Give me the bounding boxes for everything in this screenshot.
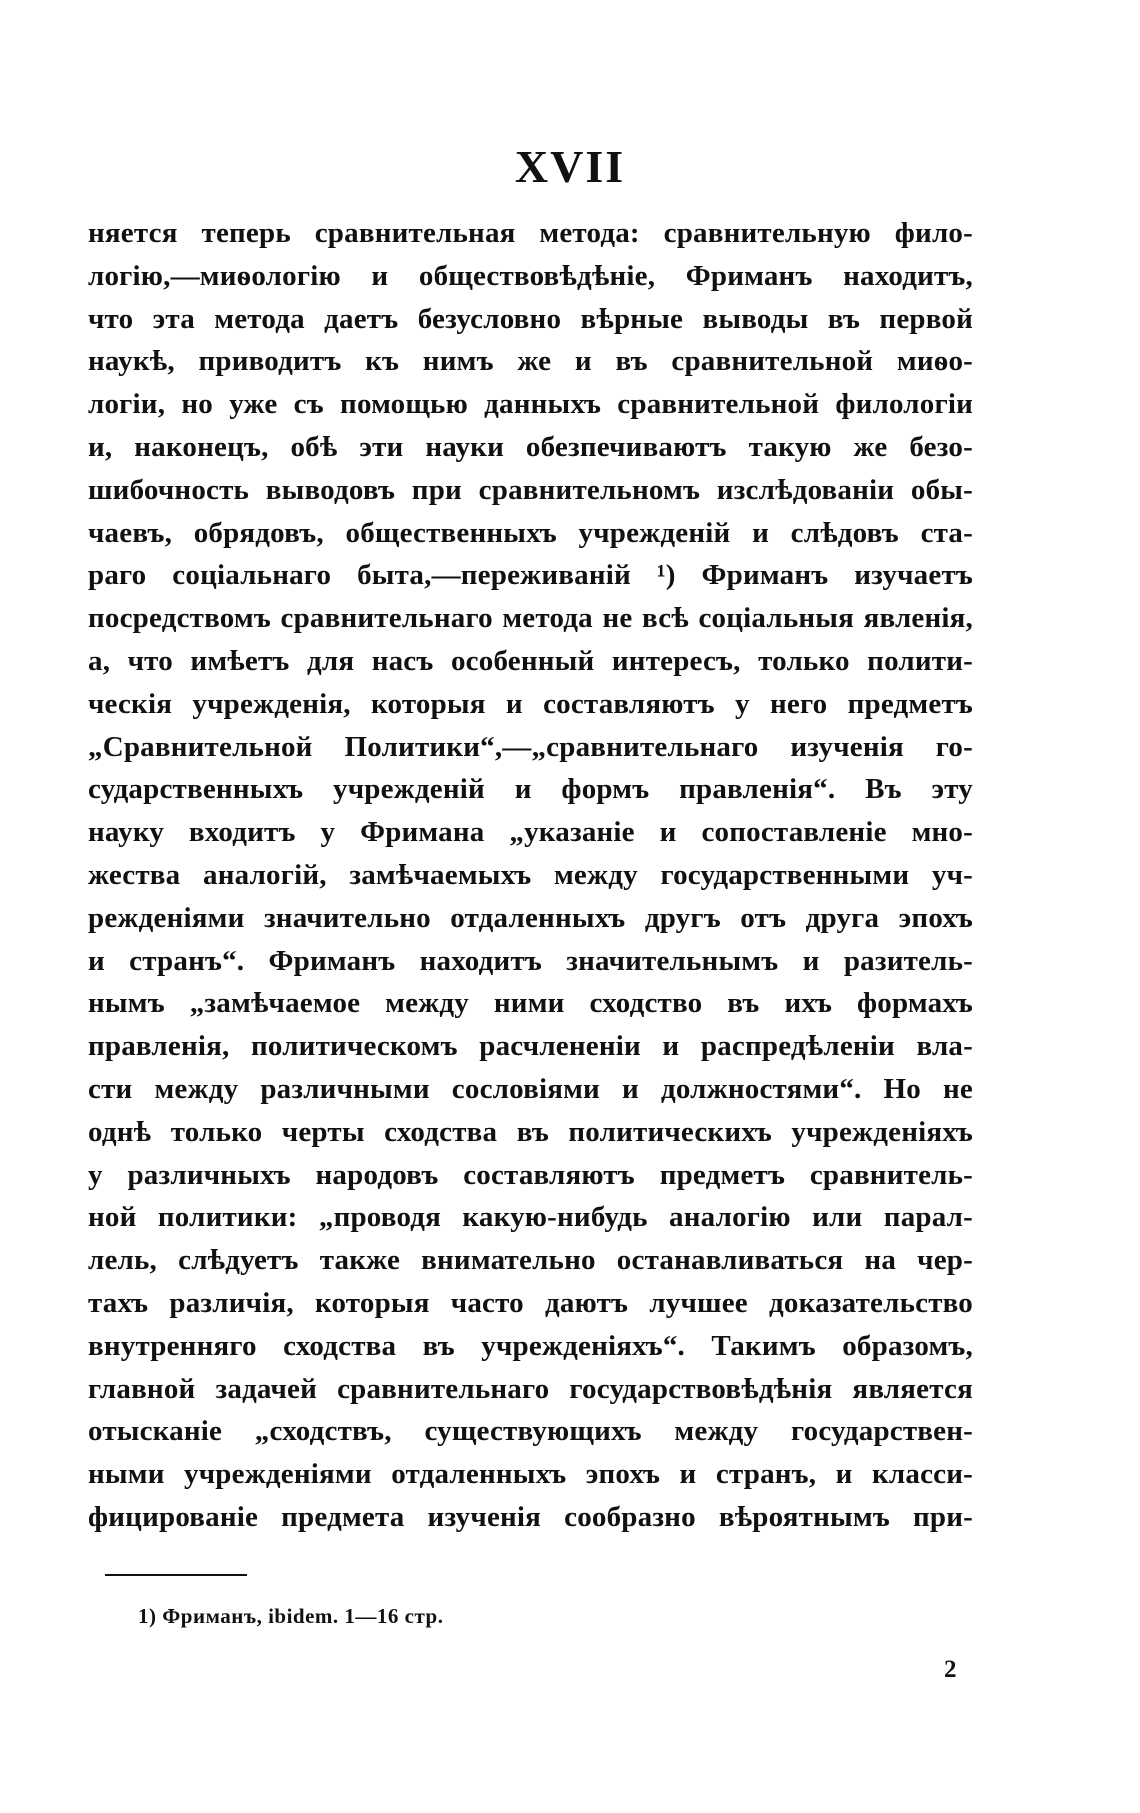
text-line: тахъ различія, которыя часто даютъ лучшее доказательство [88,1286,973,1319]
text-line: науку входитъ у Фримана „указаніе и сопоставленіе мно- [88,816,973,849]
text-line: отысканіе „сходствъ, существующихъ между государствен- [88,1415,973,1448]
text-line: режденіями значительно отдаленныхъ другъ отъ друга эпохъ [88,901,973,934]
text-line: логіи, но уже съ помощью данныхъ сравнительной филологіи [88,388,973,421]
text-line: главной задачей сравнительнаго государствовѣдѣнія является [88,1372,973,1405]
text-line: нымъ „замѣчаемое между ними сходство въ ихъ формахъ [88,987,973,1020]
signature-mark: 2 [944,1656,957,1683]
text-line: логію,—миѳологію и обществовѣдѣніе, Фриманъ находитъ, [88,259,973,292]
text-line: лель, слѣдуетъ также внимательно останавливаться на чер- [88,1244,973,1277]
page-folio-roman: XVII [514,141,626,192]
text-line: раго соціальнаго быта,—переживаній ¹) Фриманъ изучаетъ [88,559,973,592]
text-line: ными учрежденіями отдаленныхъ эпохъ и странъ, и класси- [88,1458,973,1491]
text-line: и, наконецъ, обѣ эти науки обезпечиваютъ такую же безо- [88,430,973,463]
footnote-marker: 1) [138,1604,157,1628]
text-line: однѣ только черты сходства въ политическихъ учрежденіяхъ [88,1115,973,1148]
text-line: сти между различными сословіями и должностями“. Но не [88,1072,973,1105]
text-line: правленія, политическомъ расчлененіи и распредѣленіи вла- [88,1030,973,1063]
text-line: „Сравнительной Политики“,—„сравнительнаго изученія го- [88,730,973,763]
text-line: и странъ“. Фриманъ находитъ значительнымъ и разитель- [88,944,973,977]
text-line: фицированіе предмета изученія сообразно вѣроятнымъ при- [88,1500,973,1533]
text-line: ной политики: „проводя какую-нибудь аналогію или парал- [88,1201,973,1234]
footnote-divider [105,1574,247,1576]
footnote-text: Фриманъ, ibidem. 1—16 стр. [162,1604,444,1628]
text-line: что эта метода даетъ безусловно вѣрные выводы въ первой [88,302,973,335]
text-line: наукѣ, приводитъ къ нимъ же и въ сравнительной миѳо- [88,345,973,378]
text-line: посредствомъ сравнительнаго метода не всѣ соціальныя явленія, [88,602,973,635]
text-line: чаевъ, обрядовъ, общественныхъ учрежденій и слѣдовъ ста- [88,516,973,549]
body-text [88,212,973,1539]
text-line: няется теперь сравнительная метода: сравнительную фило- [88,217,973,249]
text-line: внутренняго сходства въ учрежденіяхъ“. Такимъ образомъ, [88,1329,973,1362]
text-line: у различныхъ народовъ составляютъ предметъ сравнитель- [88,1158,973,1191]
text-line: а, что имѣетъ для насъ особенный интересъ, только полити- [88,644,973,677]
footnote [138,1604,443,1629]
text-line: сударственныхъ учрежденій и формъ правленія“. Въ эту [88,773,973,806]
text-line: ческія учрежденія, которыя и составляютъ у него предметъ [88,687,973,720]
text-line: шибочность выводовъ при сравнительномъ изслѣдованіи обы- [88,473,973,506]
text-line: жества аналогій, замѣчаемыхъ между государственными уч- [88,858,973,891]
